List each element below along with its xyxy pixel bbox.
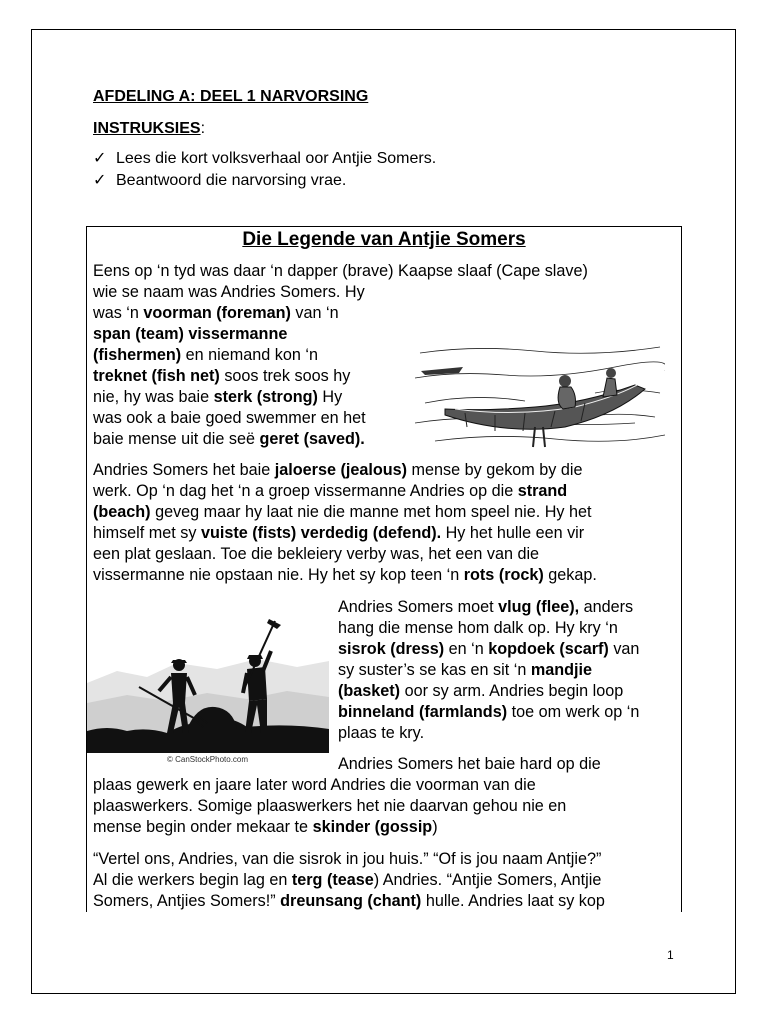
page-number: 1 <box>667 948 674 962</box>
story-paragraph-5: “Vertel ons, Andries, van die sisrok in jou huis.” “Of is jou naam Antjie?” Al die werkers begin lag en terg (tease) Andries. “Antjie Somers, Antjie Somers, Antjies Somers!” dreunsang (chant) hulle. Andries laat sy kop <box>93 850 605 910</box>
check-icon: ✓ <box>93 172 107 189</box>
instructions-list <box>93 148 436 192</box>
image-credit: © CanStockPhoto.com <box>167 755 249 764</box>
instructions-heading: INSTRUKSIES: <box>93 120 206 137</box>
instruction-item: ✓ Beantwoord die narvorsing vrae. <box>93 170 436 192</box>
farmers-illustration <box>87 603 329 767</box>
story-paragraph-4: Andries Somers het baie hard op die plaas gewerk en jaare later word Andries die voorman van die plaaswerkers. Somige plaaswerkers het nie daarvan gehou nie en mense begin onder mekaar te skinder (gossip) <box>93 755 601 836</box>
section-heading: AFDELING A: DEEL 1 NARVORSING <box>93 88 369 105</box>
story-box <box>86 226 682 912</box>
story-title: Die Legende van Antjie Somers <box>242 229 526 250</box>
instruction-item: ✓ Lees die kort volksverhaal oor Antjie Somers. <box>93 148 436 170</box>
story-paragraph-3: Andries Somers moet vlug (flee), anders hang die mense hom dalk op. Hy kry ‘n sisrok (dress) en ‘n kopdoek (scarf) van sy suster’s se kas en sit ‘n mandjie (basket) oor sy arm. Andries begin loop binneland (farmlands) toe om werk op ‘n plaas te kry. <box>338 598 640 742</box>
boat-illustration <box>415 323 665 453</box>
story-paragraph-1: Eens op ‘n tyd was daar ‘n dapper (brave) Kaapse slaaf (Cape slave) wie se naam was Andries Somers. Hy was ‘n voorman (foreman) van ‘n span (team) vissermanne (fishermen) en niemand kon ‘n treknet (fish net) soos trek soos hy nie, hy was baie sterk (strong) Hy was ook a baie goed swemmer en het baie mense uit die seë geret (saved). <box>93 262 588 448</box>
story-paragraph-2: Andries Somers het baie jaloerse (jealous) mense by gekom by die werk. Op ‘n dag het ‘n a groep vissermanne Andries op die strand (beach) geveg maar hy laat nie die manne met hom speel nie. Hy het himself met sy vuiste (fists) verdedig (defend). Hy het hulle een vir een plat geslaan. Toe die bekleiery verby was, het een van die vissermanne nie opstaan nie. Hy het sy kop teen ‘n rots (rock) gekap. <box>93 461 597 584</box>
check-icon: ✓ <box>93 150 107 167</box>
